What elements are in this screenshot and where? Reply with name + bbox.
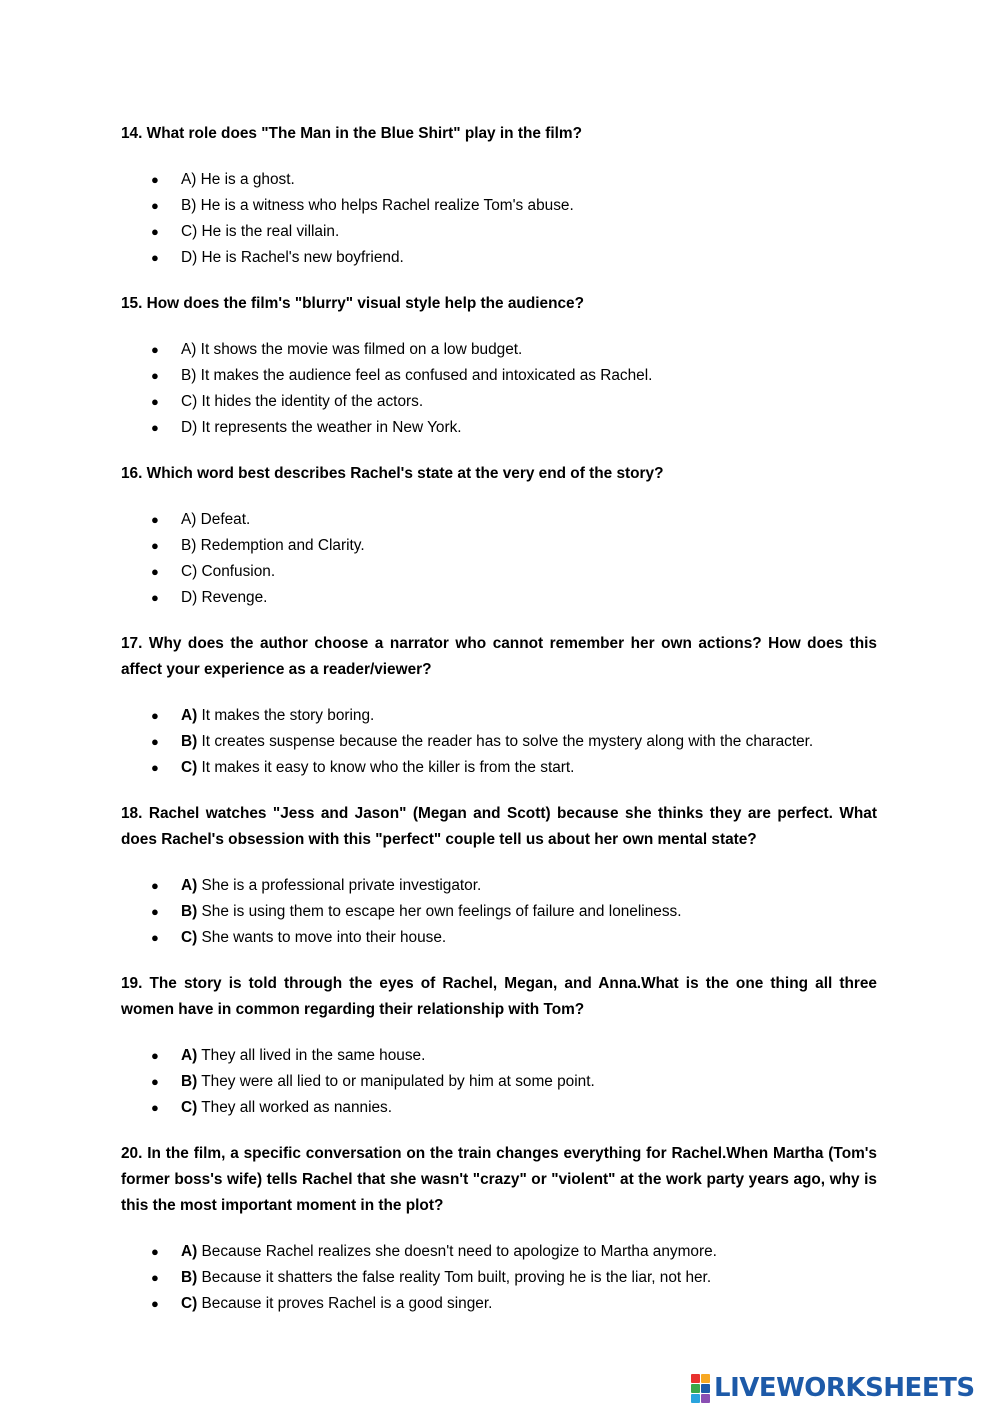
option-text: B) He is a witness who helps Rachel realize Tom's abuse. [181, 197, 574, 214]
logo-square [691, 1394, 700, 1403]
answer-option[interactable] [121, 1239, 877, 1265]
bullet-icon: ● [151, 172, 159, 187]
answer-option[interactable] [121, 729, 877, 755]
option-text: B) Redemption and Clarity. [181, 537, 365, 554]
logo-square [701, 1384, 710, 1393]
answer-option[interactable] [121, 507, 877, 533]
bullet-icon: ● [151, 708, 159, 723]
bullet-icon: ● [151, 1048, 159, 1063]
option-letter: A) [181, 1243, 198, 1260]
answer-option[interactable] [121, 1291, 877, 1317]
option-text: It creates suspense because the reader has to solve the mystery along with the character. [197, 733, 814, 750]
option-text: It makes the story boring. [197, 707, 375, 724]
option-text: D) Revenge. [181, 589, 268, 606]
bullet-icon: ● [151, 224, 159, 239]
bullet-icon: ● [151, 1270, 159, 1285]
answer-option[interactable] [121, 585, 877, 611]
answer-option[interactable] [121, 193, 877, 219]
logo-square [701, 1374, 710, 1383]
option-text: D) It represents the weather in New York. [181, 419, 462, 436]
answer-option[interactable] [121, 415, 877, 441]
bullet-icon: ● [151, 734, 159, 749]
bullet-icon: ● [151, 420, 159, 435]
answer-option[interactable] [121, 219, 877, 245]
bullet-icon: ● [151, 1100, 159, 1115]
option-letter: B) [181, 903, 198, 920]
option-text: She is a professional private investigator. [197, 877, 482, 894]
option-letter: A) [181, 707, 198, 724]
liveworksheets-logo [691, 1372, 975, 1404]
bullet-icon: ● [151, 1296, 159, 1311]
option-letter: C) [181, 1099, 198, 1116]
bullet-icon: ● [151, 590, 159, 605]
option-text: She is using them to escape her own feelings of failure and loneliness. [197, 903, 682, 920]
logo-square [691, 1384, 700, 1393]
question-text: 17. Why does the author choose a narrator who cannot remember her own actions? How does this affect your experience as a reader/viewer? [121, 635, 877, 678]
question-text: 14. What role does "The Man in the Blue Shirt" play in the film? [121, 125, 582, 142]
option-text: C) It hides the identity of the actors. [181, 393, 424, 410]
answer-option[interactable] [121, 245, 877, 271]
answer-option[interactable] [121, 1069, 877, 1095]
options-list [121, 703, 877, 781]
bullet-icon: ● [151, 198, 159, 213]
answer-option[interactable] [121, 703, 877, 729]
bullet-icon: ● [151, 250, 159, 265]
worksheet-content [121, 121, 877, 1337]
answer-option[interactable] [121, 1265, 877, 1291]
bullet-icon: ● [151, 1074, 159, 1089]
bullet-icon: ● [151, 368, 159, 383]
answer-option[interactable] [121, 899, 877, 925]
option-text: Because Rachel realizes she doesn't need to apologize to Martha anymore. [197, 1243, 717, 1260]
answer-option[interactable] [121, 1095, 877, 1121]
answer-option[interactable] [121, 337, 877, 363]
logo-square [691, 1374, 700, 1383]
option-text: A) Defeat. [181, 511, 251, 528]
option-letter: C) [181, 759, 198, 776]
answer-option[interactable] [121, 533, 877, 559]
option-letter: B) [181, 1073, 198, 1090]
bullet-icon: ● [151, 538, 159, 553]
bullet-icon: ● [151, 512, 159, 527]
option-text: They all worked as nannies. [197, 1099, 393, 1116]
answer-option[interactable] [121, 1043, 877, 1069]
answer-option[interactable] [121, 389, 877, 415]
option-text: A) He is a ghost. [181, 171, 295, 188]
question-text: 15. How does the film's "blurry" visual style help the audience? [121, 295, 584, 312]
option-text: Because it shatters the false reality Tom built, proving he is the liar, not her. [197, 1269, 712, 1286]
question-text: 19. The story is told through the eyes of Rachel, Megan, and Anna.What is the one thing all three women have in common regarding their relationship with Tom? [121, 975, 877, 1018]
option-text: B) It makes the audience feel as confused and intoxicated as Rachel. [181, 367, 653, 384]
answer-option[interactable] [121, 873, 877, 899]
option-letter: C) [181, 929, 198, 946]
question-text: 16. Which word best describes Rachel's state at the very end of the story? [121, 465, 664, 482]
answer-option[interactable] [121, 559, 877, 585]
option-letter: B) [181, 733, 198, 750]
option-letter: A) [181, 1047, 198, 1064]
bullet-icon: ● [151, 342, 159, 357]
option-text: C) Confusion. [181, 563, 276, 580]
answer-option[interactable] [121, 755, 877, 781]
option-text: They all lived in the same house. [197, 1047, 426, 1064]
options-list [121, 507, 877, 611]
answer-option[interactable] [121, 167, 877, 193]
bullet-icon: ● [151, 564, 159, 579]
option-text: It makes it easy to know who the killer is from the start. [197, 759, 575, 776]
option-letter: B) [181, 1269, 198, 1286]
options-list [121, 1043, 877, 1121]
options-list [121, 1239, 877, 1317]
bullet-icon: ● [151, 760, 159, 775]
options-list [121, 167, 877, 271]
logo-square [701, 1394, 710, 1403]
options-list [121, 873, 877, 951]
bullet-icon: ● [151, 878, 159, 893]
bullet-icon: ● [151, 930, 159, 945]
answer-option[interactable] [121, 925, 877, 951]
option-text: A) It shows the movie was filmed on a low budget. [181, 341, 523, 358]
bullet-icon: ● [151, 394, 159, 409]
question-text: 18. Rachel watches "Jess and Jason" (Megan and Scott) because she thinks they are perfect. What does Rachel's obsession with this "perfect" couple tell us about her own mental state? [121, 805, 877, 848]
logo-text: LIVEWORKSHEETS [714, 1373, 975, 1403]
option-letter: C) [181, 1295, 198, 1312]
option-text: D) He is Rachel's new boyfriend. [181, 249, 404, 266]
option-text: Because it proves Rachel is a good singer. [197, 1295, 493, 1312]
option-letter: A) [181, 877, 198, 894]
logo-mark-icon [691, 1374, 710, 1403]
option-text: C) He is the real villain. [181, 223, 340, 240]
option-text: They were all lied to or manipulated by him at some point. [197, 1073, 595, 1090]
question-text: 20. In the film, a specific conversation on the train changes everything for Rachel.When Martha (Tom's former boss's wife) tells Rachel that she wasn't "crazy" or "violent" at the work party years ago, why is this the most important moment in the plot? [121, 1145, 877, 1214]
answer-option[interactable] [121, 363, 877, 389]
bullet-icon: ● [151, 904, 159, 919]
option-text: She wants to move into their house. [197, 929, 447, 946]
bullet-icon: ● [151, 1244, 159, 1259]
options-list [121, 337, 877, 441]
